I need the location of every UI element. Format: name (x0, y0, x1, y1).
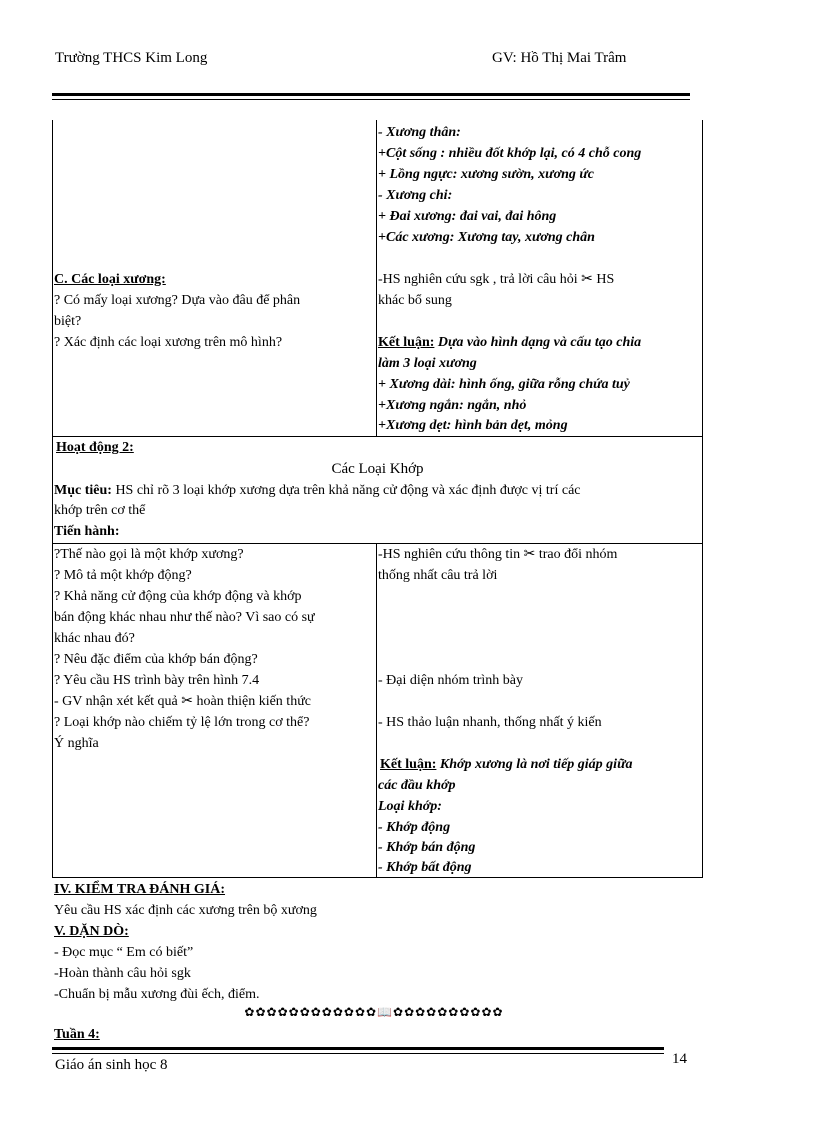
table2-top-border (52, 543, 703, 544)
question-line: ? Nêu đặc điểm của khớp bán động? (54, 652, 258, 667)
school-name: Trường THCS Kim Long (55, 50, 208, 66)
conclusion-label: Kết luận: (378, 335, 435, 350)
activity-heading: Các Loại Khớp (331, 461, 424, 477)
goal-text: HS chỉ rõ 3 loại khớp xương dựa trên khả năng cử động và xác định được vị trí các (111, 483, 581, 498)
question-line: biệt? (54, 314, 82, 329)
homework-line: -Chuẩn bị mẫu xương đùi ếch, điểm. (54, 987, 260, 1002)
conclusion-line: - Khớp bán động (378, 840, 476, 855)
question-line: ? Xác định các loại xương trên mô hình? (54, 335, 283, 350)
assessment-text: Yêu cầu HS xác định các xương trên bộ xương (54, 903, 317, 918)
activity-right-border (702, 436, 703, 543)
conclusion-line (378, 333, 641, 353)
conclusion-line: - Khớp động (378, 820, 451, 835)
question-line: - GV nhận xét kết quả ✂ hoàn thiện kiến thức (54, 694, 311, 709)
conclusion-line: làm 3 loại xương (378, 356, 477, 371)
week-label: Tuần 4: (54, 1027, 100, 1042)
section-title-assessment: IV. KIỂM TRA ĐÁNH GIÁ: (54, 882, 226, 897)
student-activity: khác bổ sung (378, 293, 452, 308)
table1-right-border (702, 120, 703, 436)
conclusion-line: +Xương ngắn: ngắn, nhỏ (378, 398, 527, 413)
question-line: ? Khả năng cử động của khớp động và khớp (54, 589, 302, 604)
student-activity: thống nhất câu trả lời (378, 568, 498, 583)
list-item: - Xương thân: (378, 125, 461, 140)
question-line: ? Mô tả một khớp động? (54, 568, 192, 583)
procedure-label: Tiến hành: (54, 524, 120, 539)
activity-title: Hoạt động 2: (56, 440, 134, 455)
goal-line (54, 481, 581, 501)
header-rule-thin (52, 99, 690, 100)
question-line: ? Yêu cầu HS trình bày trên hình 7.4 (54, 673, 260, 688)
activity-left-border (52, 436, 53, 543)
decorative-divider: ✿✿✿✿✿✿✿✿✿✿✿✿📖✿✿✿✿✿✿✿✿✿✿ (244, 1005, 504, 1019)
conclusion-line (380, 755, 632, 775)
conclusion-line: +Xương dẹt: hình bản dẹt, mỏng (378, 418, 568, 433)
goal-label: Mục tiêu: (54, 483, 112, 498)
student-activity: - HS thảo luận nhanh, thống nhất ý kiến (378, 715, 602, 730)
table1-left-border (52, 120, 53, 436)
conclusion-line: các đầu khớp (378, 778, 456, 793)
section-title-bone-types: C. Các loại xương: (54, 272, 166, 287)
table1-bottom-border (52, 436, 703, 437)
question-line: ?Thế nào gọi là một khớp xương? (54, 547, 244, 562)
book-title: Giáo án sinh học 8 (55, 1057, 168, 1073)
list-item: + Đai xương: đai vai, đai hông (378, 209, 557, 224)
table2-left-border (52, 543, 53, 877)
question-line: bán động khác nhau như thế nào? Vì sao có sự (54, 610, 315, 625)
list-item: - Xương chi: (378, 188, 453, 203)
student-activity: -HS nghiên cứu sgk , trả lời câu hỏi ✂ HS (378, 272, 615, 287)
teacher-name: GV: Hồ Thị Mai Trâm (492, 50, 627, 66)
table2-right-border (702, 543, 703, 877)
question-line: Ý nghĩa (54, 736, 99, 751)
list-item: +Các xương: Xương tay, xương chân (378, 230, 595, 245)
student-activity: -HS nghiên cứu thông tin ✂ trao đổi nhóm (378, 547, 618, 562)
conclusion-text: Dựa vào hình dạng và cấu tạo chia (434, 335, 642, 350)
conclusion-line: + Xương dài: hình ống, giữa rỗng chứa tuỷ (378, 377, 630, 392)
conclusion-line: - Khớp bất động (378, 860, 472, 875)
section-title-homework: V. DẶN DÒ: (54, 924, 129, 939)
conclusion-line: Loại khớp: (378, 799, 442, 814)
header-rule (52, 93, 690, 96)
footer-rule (52, 1047, 664, 1050)
list-item: + Lồng ngực: xương sườn, xương ức (378, 167, 594, 182)
footer-rule-thin (52, 1053, 664, 1054)
homework-line: -Hoàn thành câu hỏi sgk (54, 966, 191, 981)
table1-mid-border (376, 120, 377, 436)
list-item: +Cột sống : nhiều đốt khớp lại, có 4 chỗ cong (378, 146, 642, 161)
conclusion-label: Kết luận: (380, 757, 437, 772)
goal-line-2: khớp trên cơ thể (54, 503, 146, 518)
page-number: 14 (672, 1051, 687, 1067)
student-activity: - Đại diện nhóm trình bày (378, 673, 524, 688)
question-line: ? Loại khớp nào chiếm tỷ lệ lớn trong cơ thể? (54, 715, 310, 730)
question-line: ? Có mấy loại xương? Dựa vào đâu để phân (54, 293, 301, 308)
table2-mid-border (376, 543, 377, 877)
homework-line: - Đọc mục “ Em có biết” (54, 945, 194, 960)
question-line: khác nhau đó? (54, 631, 135, 646)
conclusion-text: Khớp xương là nơi tiếp giáp giữa (436, 757, 633, 772)
